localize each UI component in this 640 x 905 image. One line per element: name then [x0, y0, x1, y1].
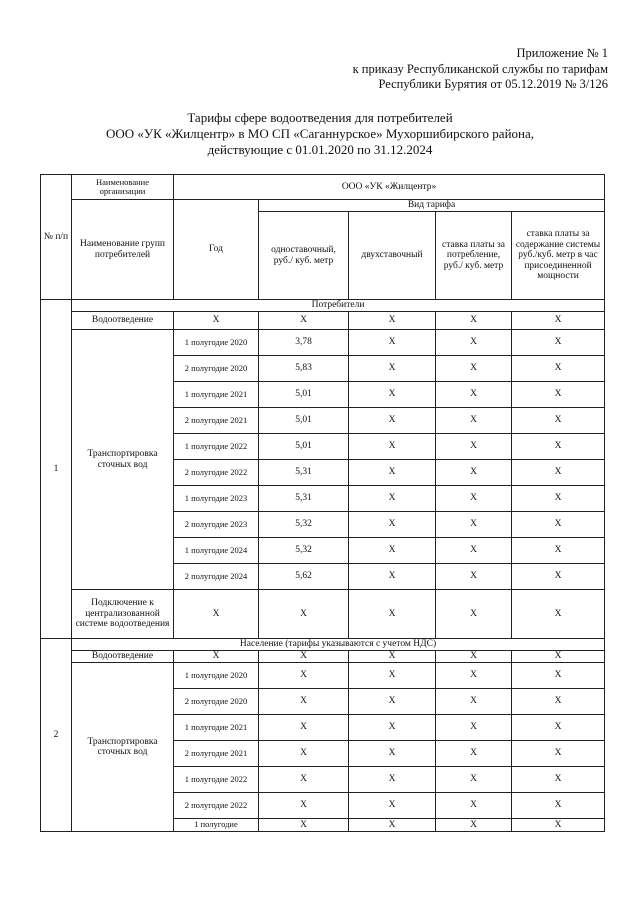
period-cell: 1 полугодие 2022 — [174, 434, 259, 460]
tariff-type-header: Вид тарифа — [259, 200, 605, 212]
drain-single-cell: X — [259, 651, 349, 663]
maintenance-rate-cell: X — [512, 356, 605, 382]
title-line-1: Тарифы сфере водоотведения для потребителей — [187, 110, 453, 125]
maintenance-rate-header: ставка платы за содержание системы руб./куб. метр в час присоединенной мощности — [512, 212, 605, 300]
single-rate-cell: 5,32 — [259, 512, 349, 538]
double-rate-cell: X — [349, 741, 436, 767]
connection-consumption-cell: X — [436, 590, 512, 639]
consumption-rate-cell: X — [436, 356, 512, 382]
drain-year-cell: X — [174, 312, 259, 330]
double-rate-cell: X — [349, 486, 436, 512]
consumption-rate-cell: X — [436, 793, 512, 819]
maintenance-rate-cell: X — [512, 663, 605, 689]
maintenance-rate-cell: X — [512, 741, 605, 767]
single-rate-cell: 3,78 — [259, 330, 349, 356]
consumption-rate-header: ставка платы за потребление, руб./ куб. метр — [436, 212, 512, 300]
period-cell: 2 полугодие 2022 — [174, 460, 259, 486]
tariff-table — [40, 174, 605, 832]
consumption-rate-cell: X — [436, 434, 512, 460]
maintenance-rate-cell: X — [512, 793, 605, 819]
document-title — [0, 110, 640, 158]
connection-maintenance-cell: X — [512, 590, 605, 639]
transport-label: Транспортировка сточных вод — [72, 663, 174, 832]
period-cell: 1 полугодие 2021 — [174, 715, 259, 741]
table-row — [41, 330, 605, 356]
single-rate-cell: 5,62 — [259, 564, 349, 590]
org-name-header: ООО «УК «Жилцентр» — [174, 175, 605, 200]
period-cell: 1 полугодие 2024 — [174, 538, 259, 564]
double-rate-cell: X — [349, 767, 436, 793]
consumption-rate-cell: X — [436, 741, 512, 767]
period-cell: 2 полугодие 2020 — [174, 689, 259, 715]
period-cell: 2 полугодие 2021 — [174, 408, 259, 434]
connection-year-cell: X — [174, 590, 259, 639]
consumption-rate-cell: X — [436, 538, 512, 564]
maintenance-rate-cell: X — [512, 512, 605, 538]
single-rate-cell: X — [259, 793, 349, 819]
consumption-rate-cell: X — [436, 382, 512, 408]
maintenance-rate-cell: X — [512, 564, 605, 590]
period-cell: 1 полугодие 2020 — [174, 663, 259, 689]
period-cell: 1 полугодие 2021 — [174, 382, 259, 408]
appendix-number: Приложение № 1 — [516, 46, 608, 60]
drain-maintenance-cell: X — [512, 312, 605, 330]
section-title: Потребители — [72, 300, 605, 312]
maintenance-rate-cell: X — [512, 460, 605, 486]
consumption-rate-cell: X — [436, 715, 512, 741]
consumption-rate-cell: X — [436, 689, 512, 715]
period-cell: 1 полугодие 2020 — [174, 330, 259, 356]
double-rate-cell: X — [349, 382, 436, 408]
period-cell: 2 полугодие 2020 — [174, 356, 259, 382]
drain-consumption-cell: X — [436, 651, 512, 663]
period-cell: 1 полугодие 2022 — [174, 767, 259, 793]
period-cell: 2 полугодие 2021 — [174, 741, 259, 767]
single-rate-cell: X — [259, 767, 349, 793]
order-line: к приказу Республиканской службы по тарифам — [352, 61, 608, 76]
period-cell: 1 полугодие 2023 — [174, 486, 259, 512]
double-rate-cell: X — [349, 689, 436, 715]
table-head — [41, 175, 605, 300]
consumption-rate-cell: X — [436, 486, 512, 512]
section-number: 1 — [41, 300, 72, 639]
double-rate-cell: X — [349, 793, 436, 819]
drain-double-cell: X — [349, 312, 436, 330]
single-rate-cell: 5,01 — [259, 382, 349, 408]
year-header: Год — [174, 200, 259, 300]
org-label-header: Наименование организации — [72, 175, 174, 200]
maintenance-rate-cell: X — [512, 330, 605, 356]
maintenance-rate-cell: X — [512, 382, 605, 408]
table-row — [41, 312, 605, 330]
consumption-rate-cell: X — [436, 767, 512, 793]
double-rate-cell: X — [349, 356, 436, 382]
drain-maintenance-cell: X — [512, 651, 605, 663]
section-title: Население (тарифы указываются с учетом НДС) — [72, 639, 605, 651]
connection-double-cell: X — [349, 590, 436, 639]
maintenance-rate-cell: X — [512, 434, 605, 460]
double-rate-header: двухставочный — [349, 212, 436, 300]
drain-double-cell: X — [349, 651, 436, 663]
maintenance-rate-cell: X — [512, 538, 605, 564]
num-header: № п/п — [41, 175, 72, 300]
period-cell: 1 полугодие — [174, 819, 259, 832]
double-rate-cell: X — [349, 460, 436, 486]
drain-label: Водоотведение — [72, 312, 174, 330]
drain-consumption-cell: X — [436, 312, 512, 330]
transport-label: Транспортировка сточных вод — [72, 330, 174, 590]
single-rate-cell: 5,01 — [259, 434, 349, 460]
double-rate-cell: X — [349, 715, 436, 741]
single-rate-cell: X — [259, 741, 349, 767]
single-rate-cell: 5,31 — [259, 486, 349, 512]
section-number: 2 — [41, 639, 72, 832]
single-rate-cell: 5,01 — [259, 408, 349, 434]
maintenance-rate-cell: X — [512, 767, 605, 793]
maintenance-rate-cell: X — [512, 486, 605, 512]
group-label-header: Наименование групп потребителей — [72, 200, 174, 300]
drain-year-cell: X — [174, 651, 259, 663]
drain-label: Водоотведение — [72, 651, 174, 663]
table-row — [41, 651, 605, 663]
maintenance-rate-cell: X — [512, 408, 605, 434]
maintenance-rate-cell: X — [512, 819, 605, 832]
period-cell: 2 полугодие 2022 — [174, 793, 259, 819]
double-rate-cell: X — [349, 408, 436, 434]
order-date-line: Республики Бурятия от 05.12.2019 № 3/126 — [378, 77, 608, 91]
single-rate-cell: 5,31 — [259, 460, 349, 486]
single-rate-cell: 5,83 — [259, 356, 349, 382]
title-line-2: ООО «УК «Жилцентр» в МО СП «Саганнурское» Мухоршибирского района, — [105, 126, 535, 141]
consumption-rate-cell: X — [436, 512, 512, 538]
consumption-rate-cell: X — [436, 819, 512, 832]
double-rate-cell: X — [349, 330, 436, 356]
double-rate-cell: X — [349, 538, 436, 564]
double-rate-cell: X — [349, 512, 436, 538]
double-rate-cell: X — [349, 434, 436, 460]
double-rate-cell: X — [349, 564, 436, 590]
order-reference — [353, 46, 608, 93]
consumption-rate-cell: X — [436, 460, 512, 486]
double-rate-cell: X — [349, 819, 436, 832]
maintenance-rate-cell: X — [512, 689, 605, 715]
consumption-rate-cell: X — [436, 564, 512, 590]
single-rate-cell: 5,32 — [259, 538, 349, 564]
consumption-rate-cell: X — [436, 330, 512, 356]
title-line-3: действующие с 01.01.2020 по 31.12.2024 — [207, 142, 433, 157]
connection-single-cell: X — [259, 590, 349, 639]
single-rate-cell: X — [259, 819, 349, 832]
single-rate-cell: X — [259, 715, 349, 741]
connection-label: Подключение к централизованной системе водоотведения — [72, 590, 174, 639]
double-rate-cell: X — [349, 663, 436, 689]
table-row — [41, 663, 605, 689]
consumption-rate-cell: X — [436, 663, 512, 689]
single-rate-cell: X — [259, 663, 349, 689]
single-rate-cell: X — [259, 689, 349, 715]
consumption-rate-cell: X — [436, 408, 512, 434]
maintenance-rate-cell: X — [512, 715, 605, 741]
period-cell: 2 полугодие 2023 — [174, 512, 259, 538]
section-population — [41, 639, 605, 832]
single-rate-header: одноставочный, руб./ куб. метр — [259, 212, 349, 300]
period-cell: 2 полугодие 2024 — [174, 564, 259, 590]
section-consumers — [41, 300, 605, 639]
drain-single-cell: X — [259, 312, 349, 330]
table-row — [41, 590, 605, 639]
